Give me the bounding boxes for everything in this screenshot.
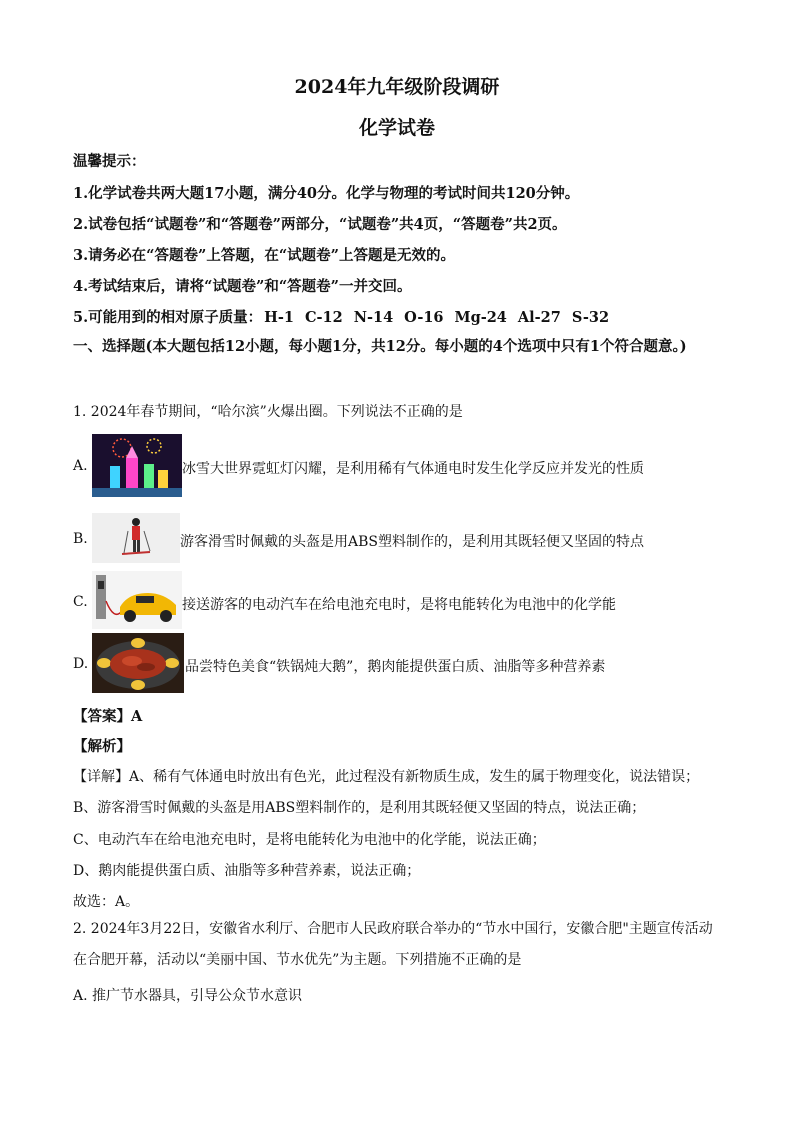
option-letter: A. [73,458,88,474]
stewed-goose-image [92,633,184,693]
exam-subtitle: 化学试卷 [358,117,435,139]
atomic-mass-label: 5.可能用到的相对原子质量： [73,309,263,326]
question-stem: 1. 2024年春节期间，“哈尔滨”火爆出圈。下列说法不正确的是 [73,404,463,420]
explanation-line: 【详解】A、稀有气体通电时放出有色光，此过程没有新物质生成，发生的属于物理变化，说法错误； [73,769,700,785]
ice-festival-image [92,434,182,497]
option-text: 接送游客的电动汽车在给电池充电时，是将电能转化为电池中的化学能 [182,597,616,613]
electric-car-image [92,571,182,629]
question-stem: 2. 2024年3月22日，安徽省水利厅、合肥市人民政府联合举办的“节水中国行，安徽合肥"主题宣传活动在合肥开幕，活动以“美丽中国、节水优先”为主题。下列措施不正确的是 [73,921,713,968]
skier-image [92,513,180,563]
atomic-mass: Al-27 [517,309,561,326]
option-text: 游客滑雪时佩戴的头盔是用ABS塑料制作的，是利用其既轻便又坚固的特点 [180,534,644,550]
tip-item: 2.试卷包括“试题卷”和“答题卷”两部分，“试题卷”共4页，“答题卷”共2页。 [73,216,567,233]
option-letter: C. [73,594,88,610]
atomic-mass: N-14 [353,309,394,326]
explanation-line: 故选：A。 [73,894,140,910]
option-text: 冰雪大世界霓虹灯闪耀，是利用稀有气体通电时发生化学反应并发光的性质 [182,461,644,477]
explanation-line: C、电动汽车在给电池充电时，是将电能转化为电池中的化学能，说法正确； [73,832,546,848]
option-text: A. 推广节水器具，引导公众节水意识 [73,988,303,1004]
option-letter: D. [73,656,89,672]
atomic-mass: O-16 [404,309,444,326]
atomic-mass: S-32 [571,309,610,326]
explanation-line: D、鹅肉能提供蛋白质、油脂等多种营养素，说法正确； [73,863,421,879]
tip-item: 3.请务必在“答题卷”上答题，在“试题卷”上答题是无效的。 [73,247,455,264]
tip-item: 4.考试结束后，请将“试题卷”和“答题卷”一并交回。 [73,278,412,295]
tips-heading: 温馨提示： [73,153,146,170]
analysis-label: 【解析】 [73,738,131,755]
atomic-mass: H-1 [264,309,294,326]
atomic-mass: Mg-24 [454,309,507,326]
answer: 【答案】A [73,708,143,725]
atomic-mass-line [73,306,620,327]
atomic-mass: C-12 [304,309,343,326]
option-letter: B. [73,531,88,547]
option-text: 品尝特色美食“铁锅炖大鹅”，鹅肉能提供蛋白质、油脂等多种营养素 [185,659,606,675]
tip-item: 1.化学试卷共两大题17小题，满分40分。化学与物理的考试时间共120分钟。 [73,185,580,202]
explanation-line: B、游客滑雪时佩戴的头盔是用ABS塑料制作的，是利用其既轻便又坚固的特点，说法正确； [73,800,646,816]
section-heading: 一、选择题(本大题包括12小题，每小题1分，共12分。每小题的4个选项中只有1个符合题意。) [73,338,687,355]
exam-title: 2024年九年级阶段调研 [294,76,500,98]
